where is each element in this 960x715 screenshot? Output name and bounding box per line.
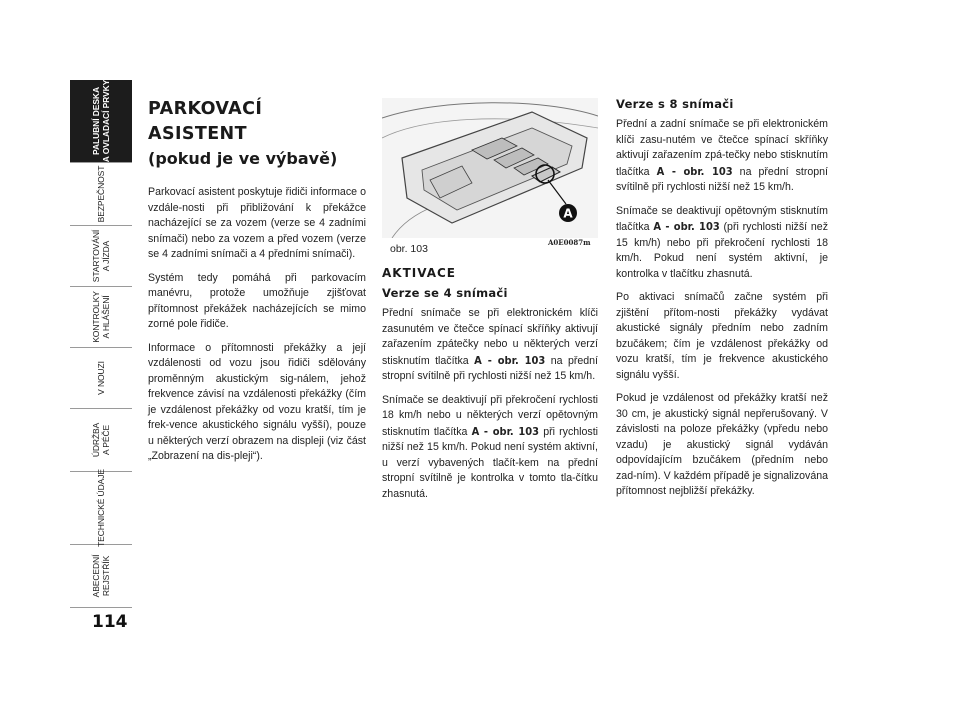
chapter-sidebar: [70, 80, 132, 608]
tab-dashboard-controls[interactable]: [70, 80, 132, 163]
tab-label: ABECEDNÍ REJSTŘÍK: [91, 554, 111, 598]
tab-label: PALUBNÍ DESKA A OVLADACÍ PRVKY: [91, 79, 111, 163]
tab-safety[interactable]: [70, 163, 132, 226]
version-4-heading: Verze se 4 snímači: [382, 286, 508, 300]
paragraph: Přední a zadní snímače se při elektronickém klíči zasu-nutém ve čtečce spínací skříňky aktivují zařazením zpá-tečky nebo stisknutím tlačítka A - obr. 103 na přední stropní svítilně při rychlosti nižší než 15 km/h.: [616, 118, 828, 193]
tab-index[interactable]: [70, 545, 132, 608]
intro-column: [148, 97, 366, 473]
section-subtitle: (pokud je ve výbavě): [148, 149, 338, 168]
paragraph: Přední snímače se při elektronickém klíči zasunutém ve čtečce spínací skříňky aktivují zařazením zpátečky nebo u některých verzí stisknutím tlačítka A - obr. 103 na přední stropní svítilně při rychlosti nižší než 15 km/h.: [382, 307, 598, 382]
page-number: 114: [92, 612, 128, 632]
ceiling-light-illustration: [382, 98, 598, 258]
paragraph: Systém tedy pomáhá při parkovacím manévru, protože umožňuje zjišťovat přítomnost překážek nacházejících se mimo zorné pole řidiče.: [148, 271, 366, 330]
figure-reference: A - obr. 103: [653, 220, 720, 233]
tab-label: KONTROLKY A HLÁŠENÍ: [91, 291, 111, 343]
tab-label: BEZPEČNOST: [96, 165, 106, 223]
tab-label: V NOUZI: [96, 361, 106, 395]
tab-label: ÚDRŽBA A PÉČE: [91, 422, 111, 458]
version-8-column: [616, 97, 828, 508]
tab-starting-driving[interactable]: [70, 226, 132, 287]
tab-emergency[interactable]: [70, 348, 132, 409]
figure-reference: A - obr. 103: [656, 164, 733, 178]
tab-maintenance[interactable]: [70, 409, 132, 472]
tab-warning-lights[interactable]: [70, 287, 132, 348]
paragraph: Pokud je vzdálenost od překážky kratší než 30 cm, je akustický signál nepřerušovaný. V závislosti na poloze překážky (vpředu nebo vzadu) je akustický signál vydáván odpovídajícím bzučákem (předním nebo zad-ním). V každém případě je signalizována přítomnost nejbližší překážky.: [616, 392, 828, 497]
version-8-heading: Verze s 8 snímači: [616, 97, 734, 111]
figure-caption: obr. 103: [390, 243, 428, 255]
activation-heading: AKTIVACE: [382, 266, 456, 280]
figure-marker: A: [563, 206, 573, 221]
section-title: PARKOVACÍ ASISTENT: [148, 99, 263, 144]
activation-column: [382, 266, 598, 510]
paragraph: Snímače se deaktivují při překročení rychlosti 18 km/h nebo u některých verzí opětovným stisknutím tlačítka A - obr. 103 při rychlosti nižší než 15 km/h. Pokud není systém aktivní, u verzí vybavených tlačít-kem na přední stropní svítilně je kontrolka v tomto tla-čítku zhasnutá.: [382, 393, 598, 500]
tab-technical-data[interactable]: [70, 469, 132, 547]
tab-label: TECHNICKÉ ÚDAJE: [96, 469, 106, 547]
paragraph: Snímače se deaktivují opětovným stisknutím tlačítka A - obr. 103 (při rychlosti nižší než 15 km/h) nebo při překročení rychlosti 18 km/h. Pokud není systém aktivní, je kontrolka v tlačítku zhasnutá.: [616, 204, 828, 280]
figure-code: A0E0087m: [548, 238, 591, 247]
figure-reference: A - obr. 103: [474, 353, 546, 367]
paragraph: Parkovací asistent poskytuje řidiči informace o vzdále-nosti při přibližování k překážce nacházející se za vozem (verze se 4 zadními snímači) nebo za vozem a před vozem (verze se 4 zadními snímači a 4 předními snímači).: [148, 186, 366, 260]
tab-label: STARTOVÁNÍ A JÍZDA: [91, 229, 111, 283]
paragraph: Po aktivaci snímačů začne systém při zjištění přítom-nosti překážky vydávat akustické signály předním nebo zadním bzučákem; čím je vzdálenost překážky od vozu kratší, tím je frekvence akustického signálu vyšší.: [616, 291, 828, 381]
figure-reference: A - obr. 103: [471, 424, 540, 438]
paragraph: Informace o přítomnosti překážky a její vzdálenosti od vozu jsou řidiči sdělovány proměnným akustickým sig-nálem, jehož frekvence závisí na vzdálenosti překážky (čím je vzdálenost překážky od vozu kratší, tím je frek-vence akustického signálu vyšší), pouze u některých verzí obrazem na displeji (viz část „Zobrazení na dis-pleji“).: [148, 341, 366, 462]
